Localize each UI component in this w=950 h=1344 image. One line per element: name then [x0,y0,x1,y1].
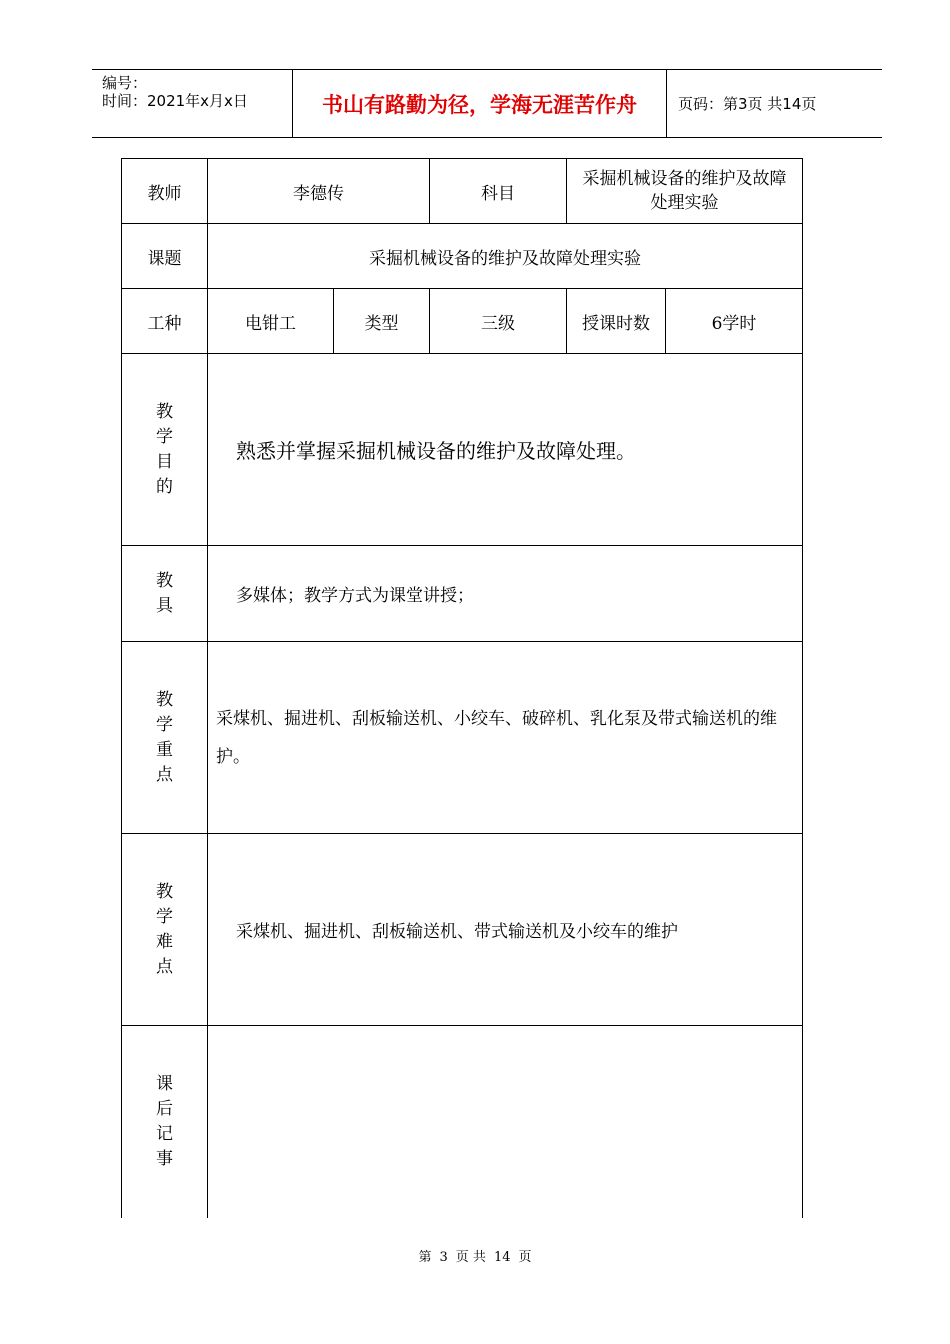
topic-value: 采掘机械设备的维护及故障处理实验 [208,224,803,289]
type-value: 三级 [430,289,567,354]
footer-mid: 页 共 [455,1250,486,1265]
subject-label: 科目 [430,159,567,224]
topic-label: 课题 [122,224,208,289]
notes-row [122,1026,803,1218]
notes-label: 课后记事 [156,1073,173,1169]
teacher-value: 李德传 [208,159,430,224]
hours-value: 6学时 [666,289,803,354]
goal-value: 熟悉并掌握采掘机械设备的维护及故障处理。 [208,354,803,546]
trade-row [122,289,803,354]
tools-row [122,546,803,642]
teacher-label: 教师 [122,159,208,224]
footer-suffix: 页 [518,1250,532,1265]
tools-value: 多媒体；教学方式为课堂讲授； [208,546,803,642]
footer-current-page: 3 [439,1250,448,1265]
difficulty-value: 采煤机、掘进机、刮板输送机、带式输送机及小绞车的维护 [208,834,803,1026]
notes-value [208,1026,803,1218]
teacher-row [122,159,803,224]
page-header [92,69,882,138]
tools-label: 教具 [156,570,173,616]
difficulty-label: 教学难点 [156,881,173,977]
subject-value: 采掘机械设备的维护及故障处理实验 [567,159,803,224]
key-value: 采煤机、掘进机、刮板输送机、小绞车、破碎机、乳化泵及带式输送机的维护。 [208,642,803,834]
header-meta-cell [92,70,293,137]
key-row [122,642,803,834]
hours-label: 授课时数 [567,289,666,354]
number-label: 编号： [102,74,148,92]
difficulty-row [122,834,803,1026]
page-indicator: 页码：第3页 共14页 [678,95,817,113]
lesson-plan-table [121,158,803,1218]
trade-value: 电钳工 [208,289,334,354]
trade-label: 工种 [122,289,208,354]
footer-prefix: 第 [418,1250,432,1265]
motto: 书山有路勤为径，学海无涯苦作舟 [293,70,667,137]
page-footer [0,1246,950,1265]
goal-label: 教学目的 [156,401,173,497]
type-label: 类型 [334,289,430,354]
topic-row [122,224,803,289]
time-label: 时间：2021年x月x日 [102,92,248,110]
goal-row [122,354,803,546]
key-label: 教学重点 [156,689,173,785]
footer-total-pages: 14 [493,1250,511,1265]
